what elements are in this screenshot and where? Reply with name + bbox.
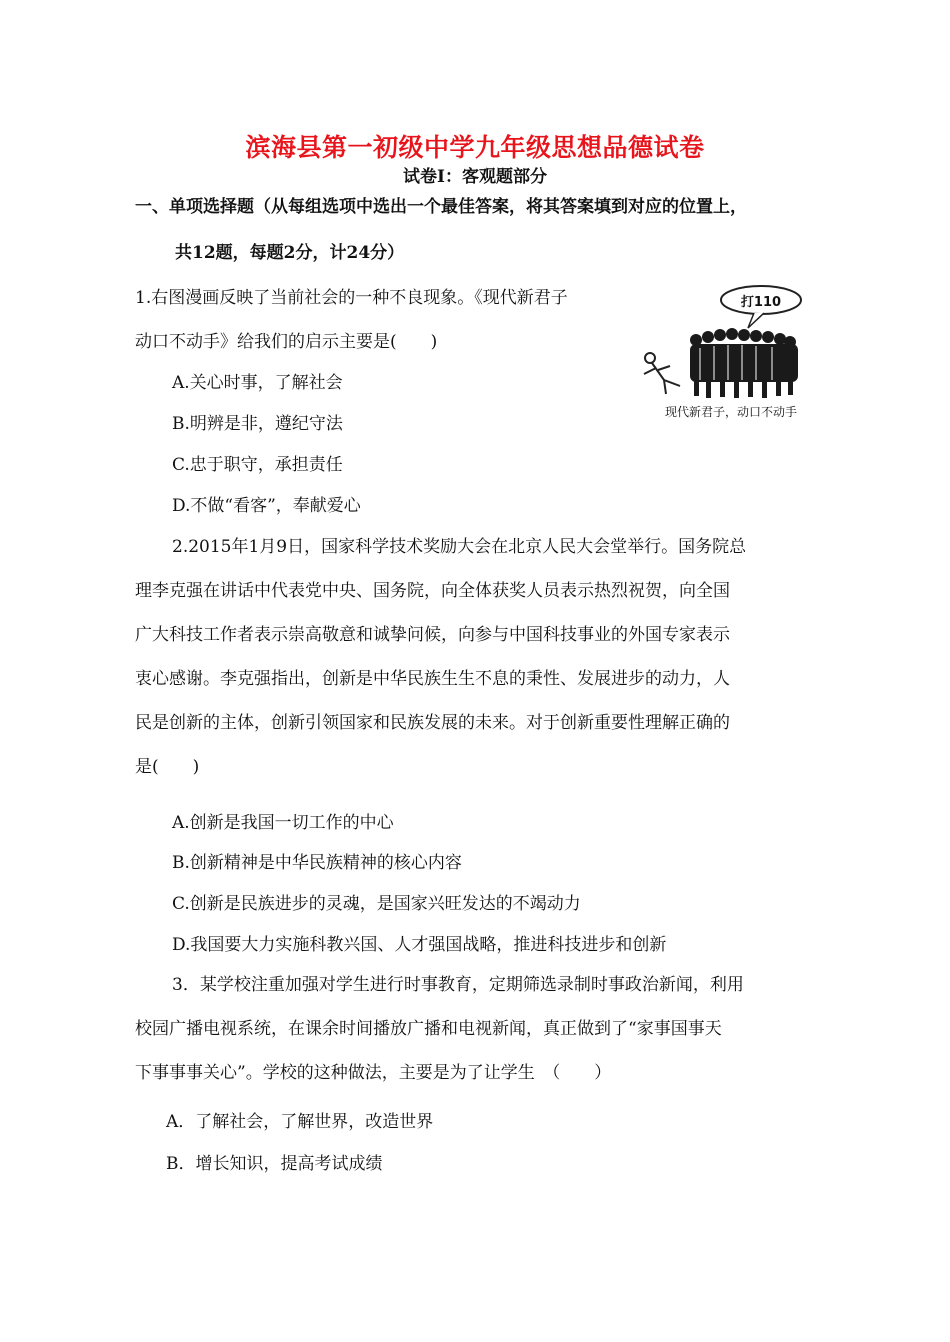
q1-option-d: D.不做“看客”，奉献爱心: [172, 496, 361, 516]
q2-stem-line2: 理李克强在讲话中代表党中央、国务院，向全体获奖人员表示热烈祝贺，向全国: [135, 581, 730, 601]
q2-stem-line3: 广大科技工作者表示崇高敬意和诚挚问候，向参与中国科技事业的外国专家表示: [135, 625, 730, 645]
q1-option-c: C.忠于职守，承担责任: [172, 455, 343, 475]
q3-option-a: A．了解社会，了解世界，改造世界: [166, 1112, 434, 1132]
cartoon-bubble-text: 打110: [740, 295, 782, 310]
q3-stem-line1: 3．某学校注重加强对学生进行时事教育，定期筛选录制时事政治新闻，利用: [172, 975, 744, 995]
q2-option-d: D.我国要大力实施科教兴国、人才强国战略，推进科技进步和创新: [172, 935, 667, 955]
q2-stem-line5: 民是创新的主体，创新引领国家和民族发展的未来。对于创新重要性理解正确的: [135, 713, 730, 733]
section-heading-line1: 一、单项选择题（从每组选项中选出一个最佳答案，将其答案填到对应的位置上，: [135, 197, 747, 217]
q2-option-b: B.创新精神是中华民族精神的核心内容: [172, 853, 462, 873]
q1-option-b: B.明辨是非，遵纪守法: [172, 414, 343, 434]
q3-stem-line2: 校园广播电视系统，在课余时间播放广播和电视新闻，真正做到了“家事国事天: [135, 1019, 722, 1039]
cartoon-illustration: [636, 282, 826, 427]
section-heading-line2: 共12题，每题2分，计24分）: [175, 243, 405, 263]
q2-option-c: C.创新是民族进步的灵魂，是国家兴旺发达的不竭动力: [172, 894, 581, 914]
q2-stem-line6: 是( ): [135, 757, 200, 777]
q3-stem-line3: 下事事事关心”。学校的这种做法，主要是为了让学生 （ ）: [135, 1063, 612, 1083]
cartoon-caption: 现代新君子，动口不动手: [664, 405, 798, 419]
exam-title: 滨海县第一初级中学九年级思想品德试卷: [245, 133, 705, 162]
q2-stem-line1: 2.2015年1月9日，国家科学技术奖励大会在北京人民大会堂举行。国务院总: [172, 537, 747, 557]
q1-stem-line2: 动口不动手》给我们的启示主要是( ): [135, 332, 438, 352]
q3-option-b: B．增长知识，提高考试成绩: [166, 1154, 383, 1174]
q2-option-a: A.创新是我国一切工作的中心: [172, 813, 394, 833]
q1-stem-line1: 1.右图漫画反映了当前社会的一种不良现象。《现代新君子: [135, 288, 568, 308]
exam-subtitle: 试卷Ⅰ：客观题部分: [403, 167, 547, 187]
q1-option-a: A.关心时事，了解社会: [172, 373, 343, 393]
q2-stem-line4: 衷心感谢。李克强指出，创新是中华民族生生不息的秉性、发展进步的动力，人: [135, 669, 730, 689]
